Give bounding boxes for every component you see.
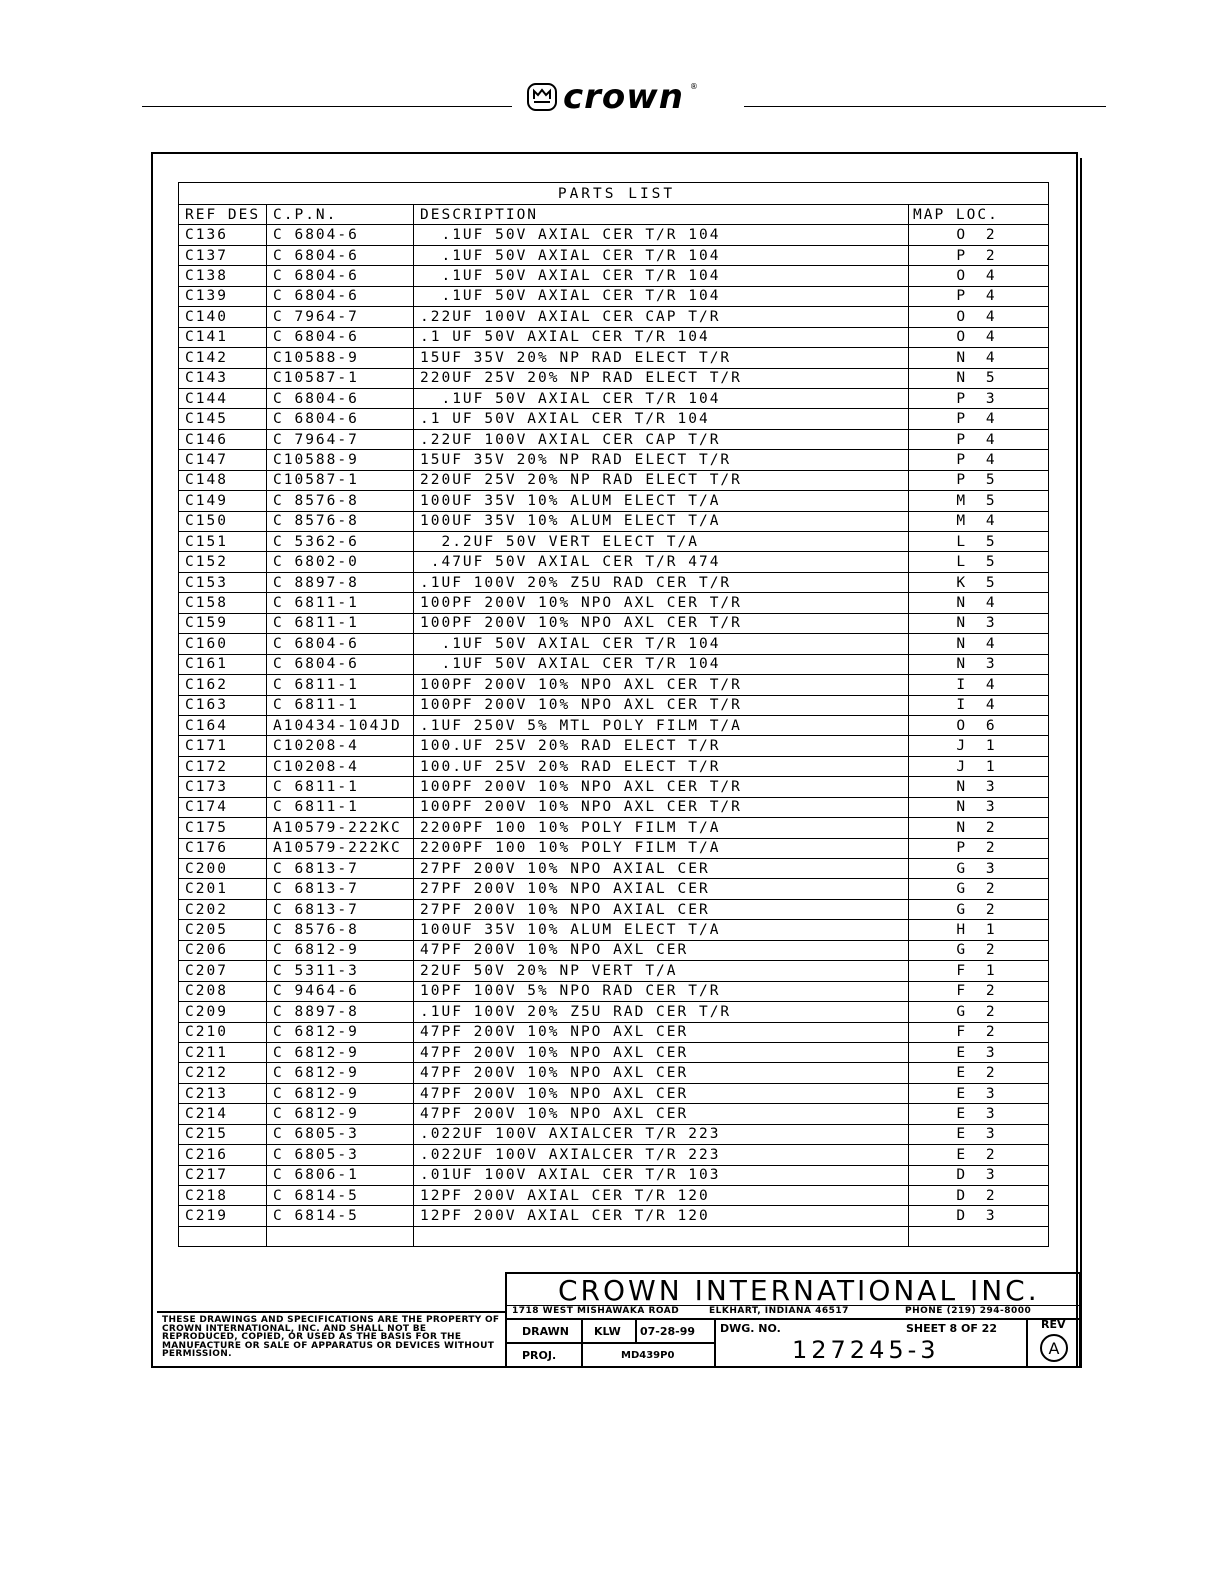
header-rule-right xyxy=(744,106,1106,107)
description-cell: 10PF 100V 5% NPO RAD CER T/R xyxy=(414,981,909,1001)
description-cell: 100.UF 25V 20% RAD ELECT T/R xyxy=(414,756,909,776)
parts-row xyxy=(179,1206,1049,1226)
parts-row xyxy=(179,491,1049,511)
map-loc-cell: N 2 xyxy=(909,818,1049,838)
description-cell: .1UF 50V AXIAL CER T/R 104 xyxy=(414,654,909,674)
description-cell: 47PF 200V 10% NPO AXL CER xyxy=(414,1022,909,1042)
description-cell: .1UF 50V AXIAL CER T/R 104 xyxy=(414,245,909,265)
map-loc-cell: G 2 xyxy=(909,899,1049,919)
description-cell: 100UF 35V 10% ALUM ELECT T/A xyxy=(414,920,909,940)
parts-row xyxy=(179,266,1049,286)
parts-row xyxy=(179,899,1049,919)
map-loc-cell: P 4 xyxy=(909,429,1049,449)
map-loc-cell: P 5 xyxy=(909,470,1049,490)
empty-cell xyxy=(909,1226,1049,1246)
description-cell: 100UF 35V 10% ALUM ELECT T/A xyxy=(414,491,909,511)
cpn-cell: C 6812-9 xyxy=(267,1063,414,1083)
map-loc-cell: G 2 xyxy=(909,940,1049,960)
map-loc-cell: I 4 xyxy=(909,695,1049,715)
cpn-cell: C 5311-3 xyxy=(267,961,414,981)
parts-row xyxy=(179,756,1049,776)
ref-des-cell: C175 xyxy=(179,818,267,838)
parts-row xyxy=(179,736,1049,756)
map-loc-cell: D 2 xyxy=(909,1186,1049,1206)
description-cell: 15UF 35V 20% NP RAD ELECT T/R xyxy=(414,348,909,368)
cpn-cell: C 6812-9 xyxy=(267,940,414,960)
ref-des-cell: C141 xyxy=(179,327,267,347)
map-loc-cell: N 3 xyxy=(909,654,1049,674)
cpn-cell: C 8576-8 xyxy=(267,491,414,511)
cpn-cell: C 6804-6 xyxy=(267,286,414,306)
map-loc-cell: N 4 xyxy=(909,634,1049,654)
cpn-cell: C 6804-6 xyxy=(267,327,414,347)
parts-row xyxy=(179,307,1049,327)
cpn-cell: C 8576-8 xyxy=(267,920,414,940)
map-loc-cell: H 1 xyxy=(909,920,1049,940)
ref-des-cell: C153 xyxy=(179,572,267,592)
ref-des-cell: C173 xyxy=(179,777,267,797)
description-cell: 100PF 200V 10% NPO AXL CER T/R xyxy=(414,593,909,613)
cpn-cell: C 6804-6 xyxy=(267,654,414,674)
map-loc-cell: O 4 xyxy=(909,307,1049,327)
ref-des-cell: C142 xyxy=(179,348,267,368)
ref-des-cell: C162 xyxy=(179,675,267,695)
ref-des-cell: C207 xyxy=(179,961,267,981)
description-cell: 22UF 50V 20% NP VERT T/A xyxy=(414,961,909,981)
map-loc-cell: E 2 xyxy=(909,1063,1049,1083)
description-cell: .1UF 50V AXIAL CER T/R 104 xyxy=(414,286,909,306)
map-loc-cell: E 3 xyxy=(909,1124,1049,1144)
parts-row xyxy=(179,797,1049,817)
ref-des-cell: C158 xyxy=(179,593,267,613)
parts-row xyxy=(179,859,1049,879)
description-cell: .1 UF 50V AXIAL CER T/R 104 xyxy=(414,409,909,429)
description-cell: .1UF 50V AXIAL CER T/R 104 xyxy=(414,225,909,245)
map-loc-cell: E 3 xyxy=(909,1083,1049,1103)
cpn-cell: C 7964-7 xyxy=(267,307,414,327)
ref-des-cell: C174 xyxy=(179,797,267,817)
cpn-cell: C 6811-1 xyxy=(267,797,414,817)
description-cell: 100.UF 25V 20% RAD ELECT T/R xyxy=(414,736,909,756)
map-loc-cell: E 3 xyxy=(909,1042,1049,1062)
parts-row xyxy=(179,818,1049,838)
parts-row xyxy=(179,695,1049,715)
description-cell: 220UF 25V 20% NP RAD ELECT T/R xyxy=(414,470,909,490)
cpn-cell: C 6806-1 xyxy=(267,1165,414,1185)
cell-divider-b xyxy=(635,1318,637,1342)
cell-divider-d xyxy=(1026,1318,1028,1368)
description-cell: .47UF 50V AXIAL CER T/R 474 xyxy=(414,552,909,572)
cpn-cell: C 6813-7 xyxy=(267,859,414,879)
cpn-cell: C 6811-1 xyxy=(267,777,414,797)
cpn-cell: C10588-9 xyxy=(267,348,414,368)
parts-row xyxy=(179,654,1049,674)
parts-row xyxy=(179,1186,1049,1206)
description-cell: 27PF 200V 10% NPO AXIAL CER xyxy=(414,899,909,919)
ref-des-cell: C218 xyxy=(179,1186,267,1206)
description-cell: 27PF 200V 10% NPO AXIAL CER xyxy=(414,859,909,879)
map-loc-cell: N 4 xyxy=(909,593,1049,613)
map-loc-cell: D 3 xyxy=(909,1206,1049,1226)
parts-row xyxy=(179,940,1049,960)
map-loc-cell: O 4 xyxy=(909,327,1049,347)
cpn-cell: A10434-104JD xyxy=(267,715,414,735)
map-loc-cell: L 5 xyxy=(909,552,1049,572)
parts-row xyxy=(179,225,1049,245)
parts-row xyxy=(179,715,1049,735)
description-cell: .22UF 100V AXIAL CER CAP T/R xyxy=(414,307,909,327)
ref-des-cell: C206 xyxy=(179,940,267,960)
ref-des-cell: C212 xyxy=(179,1063,267,1083)
ref-des-cell: C171 xyxy=(179,736,267,756)
map-loc-cell: K 5 xyxy=(909,572,1049,592)
map-loc-cell: G 2 xyxy=(909,1002,1049,1022)
ref-des-cell: C160 xyxy=(179,634,267,654)
empty-cell xyxy=(414,1226,909,1246)
cpn-cell: C 6811-1 xyxy=(267,675,414,695)
map-loc-cell: F 2 xyxy=(909,1022,1049,1042)
registered-mark: ® xyxy=(689,82,698,91)
parts-row xyxy=(179,511,1049,531)
description-cell: 100PF 200V 10% NPO AXL CER T/R xyxy=(414,613,909,633)
cpn-cell: C 6804-6 xyxy=(267,245,414,265)
description-cell: .1UF 50V AXIAL CER T/R 104 xyxy=(414,634,909,654)
map-loc-cell: N 3 xyxy=(909,797,1049,817)
cpn-cell: C 6813-7 xyxy=(267,899,414,919)
ref-des-cell: C205 xyxy=(179,920,267,940)
empty-cell xyxy=(179,1226,267,1246)
ref-des-cell: C163 xyxy=(179,695,267,715)
cpn-cell: C 6814-5 xyxy=(267,1186,414,1206)
map-loc-cell: G 3 xyxy=(909,859,1049,879)
map-loc-cell: F 1 xyxy=(909,961,1049,981)
cpn-cell: C 6812-9 xyxy=(267,1042,414,1062)
empty-cell xyxy=(267,1226,414,1246)
ref-des-cell: C144 xyxy=(179,388,267,408)
map-loc-cell: J 1 xyxy=(909,756,1049,776)
rev-circle xyxy=(1040,1334,1068,1362)
ref-des-cell: C217 xyxy=(179,1165,267,1185)
parts-row xyxy=(179,981,1049,1001)
cpn-cell: C10208-4 xyxy=(267,736,414,756)
ref-des-cell: C215 xyxy=(179,1124,267,1144)
company-phone: PHONE (219) 294-8000 xyxy=(905,1306,1032,1316)
description-cell: 47PF 200V 10% NPO AXL CER xyxy=(414,1104,909,1124)
ref-des-cell: C209 xyxy=(179,1002,267,1022)
cpn-cell: A10579-222KC xyxy=(267,818,414,838)
ref-des-cell: C216 xyxy=(179,1145,267,1165)
proj-number: MD439P0 xyxy=(621,1350,675,1361)
cpn-cell: C 6813-7 xyxy=(267,879,414,899)
cpn-cell: A10579-222KC xyxy=(267,838,414,858)
parts-row xyxy=(179,1042,1049,1062)
ref-des-cell: C145 xyxy=(179,409,267,429)
ref-des-cell: C214 xyxy=(179,1104,267,1124)
ref-des-cell: C139 xyxy=(179,286,267,306)
ref-des-cell: C208 xyxy=(179,981,267,1001)
cell-divider-c xyxy=(714,1318,716,1368)
map-loc-cell: O 6 xyxy=(909,715,1049,735)
description-cell: 100PF 200V 10% NPO AXL CER T/R xyxy=(414,797,909,817)
map-loc-cell: D 3 xyxy=(909,1165,1049,1185)
ref-des-cell: C152 xyxy=(179,552,267,572)
crown-badge-icon xyxy=(527,83,557,111)
cpn-cell: C 6804-6 xyxy=(267,225,414,245)
map-loc-cell: N 5 xyxy=(909,368,1049,388)
sheet-number: SHEET 8 OF 22 xyxy=(906,1322,997,1335)
cpn-cell: C 9464-6 xyxy=(267,981,414,1001)
description-cell: .022UF 100V AXIALCER T/R 223 xyxy=(414,1124,909,1144)
map-loc-cell: F 2 xyxy=(909,981,1049,1001)
description-cell: 12PF 200V AXIAL CER T/R 120 xyxy=(414,1206,909,1226)
description-cell: 47PF 200V 10% NPO AXL CER xyxy=(414,1063,909,1083)
ref-des-cell: C137 xyxy=(179,245,267,265)
map-loc-cell: M 4 xyxy=(909,511,1049,531)
cpn-cell: C 8897-8 xyxy=(267,1002,414,1022)
proj-label: PROJ. xyxy=(522,1349,557,1362)
cpn-cell: C 6811-1 xyxy=(267,613,414,633)
company-address: 1718 WEST MISHAWAKA ROAD xyxy=(512,1306,680,1316)
drawn-label: DRAWN xyxy=(522,1325,569,1338)
parts-row xyxy=(179,572,1049,592)
description-cell: .022UF 100V AXIALCER T/R 223 xyxy=(414,1145,909,1165)
proprietary-notice: THESE DRAWINGS AND SPECIFICATIONS ARE THE PROPERTY OF CROWN INTERNATIONAL, INC. AND SHALL NOT BE REPRODUCED, COPIED, OR USED AS THE BASIS FOR THE MANUFACTURE OR SALE OF APPARATUS OR DEVICES WITHOUT PERMISSION. xyxy=(162,1315,500,1359)
parts-row xyxy=(179,777,1049,797)
ref-des-cell: C202 xyxy=(179,899,267,919)
description-cell: 2200PF 100 10% POLY FILM T/A xyxy=(414,838,909,858)
column-header-cpn: C.P.N. xyxy=(267,205,414,225)
cpn-cell: C10587-1 xyxy=(267,368,414,388)
description-cell: .1 UF 50V AXIAL CER T/R 104 xyxy=(414,327,909,347)
parts-row xyxy=(179,429,1049,449)
cpn-cell: C 6811-1 xyxy=(267,593,414,613)
parts-row xyxy=(179,388,1049,408)
cpn-cell: C 6804-6 xyxy=(267,266,414,286)
cpn-cell: C 6812-9 xyxy=(267,1104,414,1124)
cpn-cell: C 6802-0 xyxy=(267,552,414,572)
cpn-cell: C 6814-5 xyxy=(267,1206,414,1226)
ref-des-cell: C151 xyxy=(179,532,267,552)
map-loc-cell: P 2 xyxy=(909,838,1049,858)
crown-logo xyxy=(527,77,737,117)
parts-list-body xyxy=(179,225,1049,1246)
ref-des-cell: C164 xyxy=(179,715,267,735)
cpn-cell: C 6812-9 xyxy=(267,1022,414,1042)
description-cell: 47PF 200V 10% NPO AXL CER xyxy=(414,1042,909,1062)
parts-row xyxy=(179,879,1049,899)
description-cell: 47PF 200V 10% NPO AXL CER xyxy=(414,1083,909,1103)
map-loc-cell: G 2 xyxy=(909,879,1049,899)
ref-des-cell: C146 xyxy=(179,429,267,449)
description-cell: 220UF 25V 20% NP RAD ELECT T/R xyxy=(414,368,909,388)
description-cell: 100PF 200V 10% NPO AXL CER T/R xyxy=(414,695,909,715)
parts-list-table xyxy=(178,182,1049,1247)
description-cell: 100UF 35V 10% ALUM ELECT T/A xyxy=(414,511,909,531)
company-name: CROWN INTERNATIONAL INC. xyxy=(558,1274,1040,1307)
title-divider-2 xyxy=(505,1318,1081,1320)
rev-letter: A xyxy=(1048,1338,1060,1358)
ref-des-cell: C149 xyxy=(179,491,267,511)
ref-des-cell: C136 xyxy=(179,225,267,245)
cpn-cell: C 6805-3 xyxy=(267,1124,414,1144)
cpn-cell: C 6805-3 xyxy=(267,1145,414,1165)
drawn-date: 07-28-99 xyxy=(640,1325,696,1338)
parts-row xyxy=(179,961,1049,981)
ref-des-cell: C200 xyxy=(179,859,267,879)
cpn-cell: C10208-4 xyxy=(267,756,414,776)
parts-row xyxy=(179,470,1049,490)
parts-row xyxy=(179,920,1049,940)
parts-row xyxy=(179,409,1049,429)
description-cell: 100PF 200V 10% NPO AXL CER T/R xyxy=(414,777,909,797)
description-cell: 2200PF 100 10% POLY FILM T/A xyxy=(414,818,909,838)
map-loc-cell: O 4 xyxy=(909,266,1049,286)
column-header-map-loc: MAP LOC. xyxy=(909,205,1049,225)
parts-row xyxy=(179,1165,1049,1185)
cpn-cell: C 6812-9 xyxy=(267,1083,414,1103)
map-loc-cell: N 4 xyxy=(909,348,1049,368)
cpn-cell: C 8897-8 xyxy=(267,572,414,592)
empty-row xyxy=(179,1226,1049,1246)
parts-list-title: PARTS LIST xyxy=(179,183,1049,205)
ref-des-cell: C138 xyxy=(179,266,267,286)
dwg-number: 127245-3 xyxy=(792,1336,940,1364)
parts-row xyxy=(179,245,1049,265)
description-cell: 2.2UF 50V VERT ELECT T/A xyxy=(414,532,909,552)
parts-row xyxy=(179,1145,1049,1165)
map-loc-cell: I 4 xyxy=(909,675,1049,695)
ref-des-cell: C159 xyxy=(179,613,267,633)
ref-des-cell: C211 xyxy=(179,1042,267,1062)
notice-rule xyxy=(157,1311,505,1313)
column-header-description: DESCRIPTION xyxy=(414,205,909,225)
dwg-no-label: DWG. NO. xyxy=(720,1322,781,1335)
description-cell: .1UF 100V 20% Z5U RAD CER T/R xyxy=(414,1002,909,1022)
ref-des-cell: C140 xyxy=(179,307,267,327)
parts-row xyxy=(179,552,1049,572)
parts-row xyxy=(179,368,1049,388)
ref-des-cell: C143 xyxy=(179,368,267,388)
ref-des-cell: C201 xyxy=(179,879,267,899)
parts-row xyxy=(179,613,1049,633)
map-loc-cell: J 1 xyxy=(909,736,1049,756)
ref-des-cell: C213 xyxy=(179,1083,267,1103)
cpn-cell: C 7964-7 xyxy=(267,429,414,449)
description-cell: .1UF 50V AXIAL CER T/R 104 xyxy=(414,266,909,286)
cpn-cell: C 6811-1 xyxy=(267,695,414,715)
description-cell: 47PF 200V 10% NPO AXL CER xyxy=(414,940,909,960)
parts-row xyxy=(179,675,1049,695)
parts-row xyxy=(179,1083,1049,1103)
map-loc-cell: P 4 xyxy=(909,450,1049,470)
cpn-cell: C 6804-6 xyxy=(267,634,414,654)
cpn-cell: C10587-1 xyxy=(267,470,414,490)
ref-des-cell: C172 xyxy=(179,756,267,776)
map-loc-cell: P 4 xyxy=(909,286,1049,306)
header-rule-left xyxy=(142,106,512,107)
ref-des-cell: C210 xyxy=(179,1022,267,1042)
description-cell: .01UF 100V AXIAL CER T/R 103 xyxy=(414,1165,909,1185)
map-loc-cell: L 5 xyxy=(909,532,1049,552)
parts-row xyxy=(179,327,1049,347)
parts-row xyxy=(179,286,1049,306)
ref-des-cell: C147 xyxy=(179,450,267,470)
column-header-ref-des: REF DES xyxy=(179,205,267,225)
cpn-cell: C10588-9 xyxy=(267,450,414,470)
description-cell: .1UF 100V 20% Z5U RAD CER T/R xyxy=(414,572,909,592)
cell-divider-a xyxy=(581,1318,583,1368)
cpn-cell: C 6804-6 xyxy=(267,388,414,408)
map-loc-cell: N 3 xyxy=(909,613,1049,633)
map-loc-cell: P 2 xyxy=(909,245,1049,265)
parts-row xyxy=(179,1124,1049,1144)
parts-row xyxy=(179,532,1049,552)
description-cell: 15UF 35V 20% NP RAD ELECT T/R xyxy=(414,450,909,470)
map-loc-cell: P 3 xyxy=(909,388,1049,408)
cpn-cell: C 8576-8 xyxy=(267,511,414,531)
parts-row xyxy=(179,450,1049,470)
description-cell: .1UF 250V 5% MTL POLY FILM T/A xyxy=(414,715,909,735)
cpn-cell: C 6804-6 xyxy=(267,409,414,429)
map-loc-cell: E 3 xyxy=(909,1104,1049,1124)
ref-des-cell: C219 xyxy=(179,1206,267,1226)
map-loc-cell: E 2 xyxy=(909,1145,1049,1165)
rev-label: REV xyxy=(1041,1318,1066,1331)
parts-row xyxy=(179,1104,1049,1124)
map-loc-cell: O 2 xyxy=(909,225,1049,245)
parts-row xyxy=(179,348,1049,368)
cpn-cell: C 5362-6 xyxy=(267,532,414,552)
description-cell: .1UF 50V AXIAL CER T/R 104 xyxy=(414,388,909,408)
description-cell: 27PF 200V 10% NPO AXIAL CER xyxy=(414,879,909,899)
map-loc-cell: M 5 xyxy=(909,491,1049,511)
drawn-by: KLW xyxy=(594,1325,621,1338)
description-cell: 100PF 200V 10% NPO AXL CER T/R xyxy=(414,675,909,695)
parts-row xyxy=(179,838,1049,858)
parts-row xyxy=(179,1063,1049,1083)
ref-des-cell: C150 xyxy=(179,511,267,531)
ref-des-cell: C161 xyxy=(179,654,267,674)
map-loc-cell: P 4 xyxy=(909,409,1049,429)
parts-row xyxy=(179,1002,1049,1022)
parts-row xyxy=(179,634,1049,654)
ref-des-cell: C148 xyxy=(179,470,267,490)
parts-row xyxy=(179,593,1049,613)
map-loc-cell: N 3 xyxy=(909,777,1049,797)
description-cell: .22UF 100V AXIAL CER CAP T/R xyxy=(414,429,909,449)
parts-row xyxy=(179,1022,1049,1042)
description-cell: 12PF 200V AXIAL CER T/R 120 xyxy=(414,1186,909,1206)
ref-des-cell: C176 xyxy=(179,838,267,858)
title-divider-3 xyxy=(505,1342,715,1344)
brand-wordmark: crown xyxy=(563,77,684,117)
company-city: ELKHART, INDIANA 46517 xyxy=(709,1306,849,1316)
